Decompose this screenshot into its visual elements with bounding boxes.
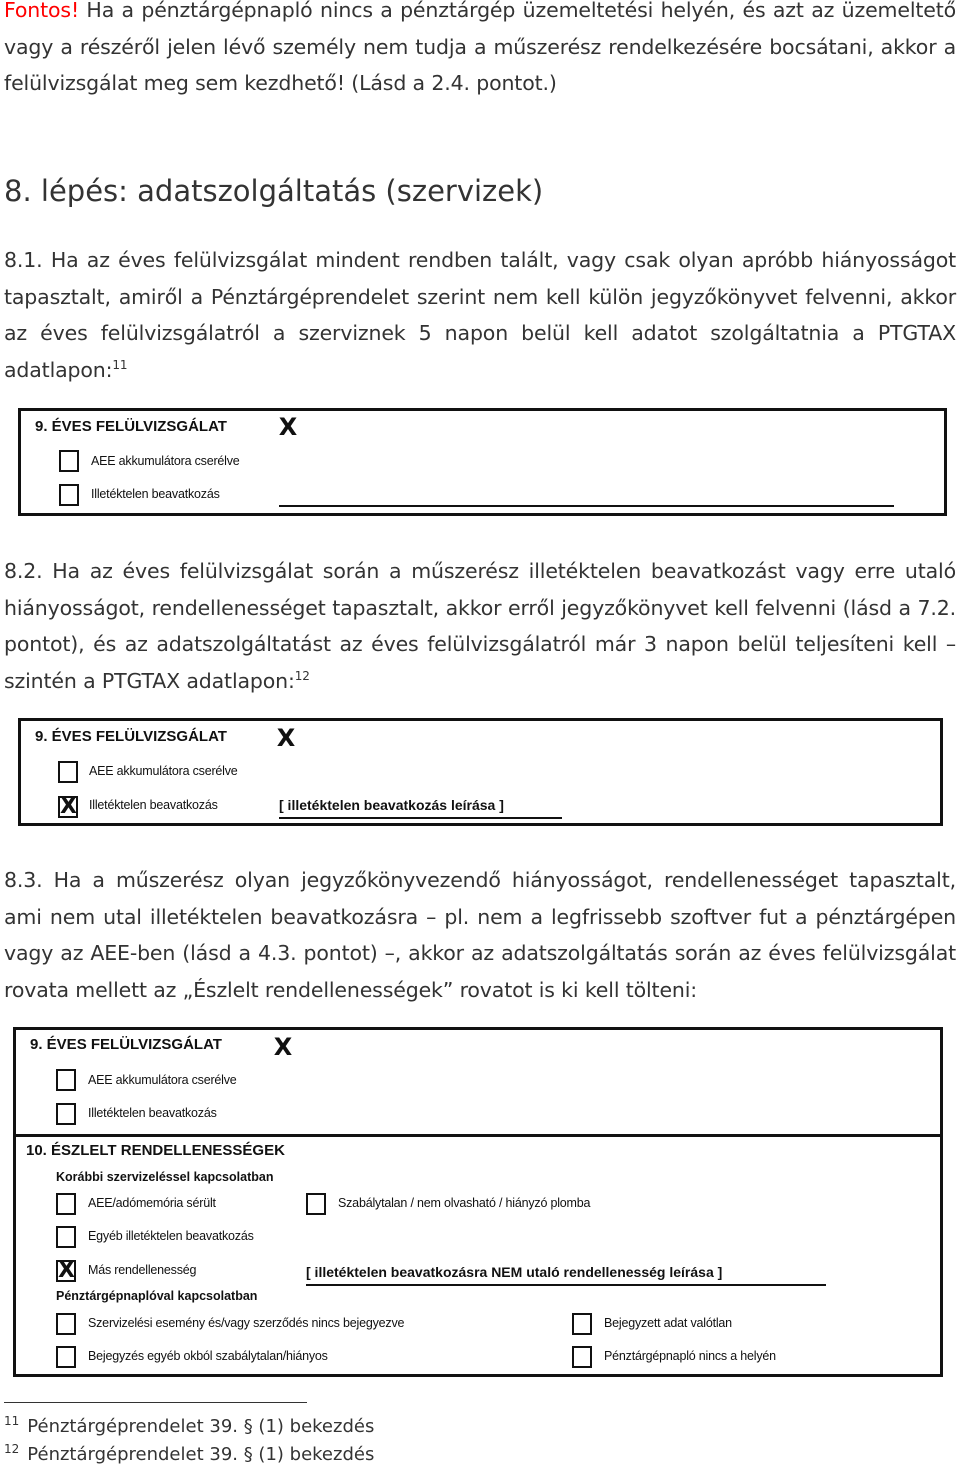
unauthorized-checkbox[interactable] — [59, 484, 79, 506]
entry-irregular-checkbox[interactable] — [56, 1346, 76, 1368]
aee-battery-label: AEE akkumulátora cserélve — [88, 1073, 237, 1087]
aee-battery-label: AEE akkumulátora cserélve — [91, 454, 240, 468]
description-line — [306, 1284, 826, 1286]
irregular-seal-label: Szabálytalan / nem olvasható / hiányzó plomba — [338, 1196, 591, 1210]
aee-battery-checkbox[interactable] — [59, 450, 79, 472]
check-mark: X — [60, 794, 77, 819]
unauthorized-label: Illetéktelen beavatkozás — [91, 487, 220, 501]
irregular-seal-checkbox[interactable] — [306, 1193, 326, 1215]
aee-battery-label: AEE akkumulátora cserélve — [89, 764, 238, 778]
title-checkbox[interactable] — [275, 724, 297, 752]
footnote-number: 11 — [4, 1414, 20, 1428]
other-irregularity-description: [ illetéktelen beavatkozásra NEM utaló rendellenesség leírása ] — [306, 1264, 723, 1280]
other-irregularity-label: Más rendellenesség — [88, 1263, 197, 1277]
unauthorized-description: [ illetéktelen beavatkozás leírása ] — [279, 797, 504, 813]
service-event-checkbox[interactable] — [56, 1313, 76, 1335]
check-mark: X — [58, 1258, 75, 1283]
unauthorized-label: Illetéktelen beavatkozás — [88, 1106, 217, 1120]
title-checkbox[interactable] — [272, 1033, 294, 1061]
section-divider — [16, 1134, 940, 1137]
paragraph-8-2 — [4, 553, 956, 699]
prev-service-subheading: Korábbi szervizeléssel kapcsolatban — [56, 1170, 274, 1184]
form-annual-review-irregularities — [13, 1027, 943, 1377]
warning-word: Fontos! — [4, 0, 80, 22]
paragraph-8-3 — [4, 862, 956, 1008]
footnote-ref-12: 12 — [294, 668, 310, 683]
footnote-text: Pénztárgéprendelet 39. § (1) bekezdés — [27, 1444, 375, 1465]
log-missing-checkbox[interactable] — [572, 1346, 592, 1368]
log-subheading: Pénztárgépnaplóval kapcsolatban — [56, 1289, 258, 1303]
section10-title: 10. ÉSZLELT RENDELLENESSÉGEK — [26, 1142, 285, 1159]
description-line — [279, 505, 894, 507]
other-unauthorized-checkbox[interactable] — [56, 1226, 76, 1248]
entry-irregular-label: Bejegyzés egyéb okból szabálytalan/hiányos — [88, 1349, 328, 1363]
intro-text: Ha a pénztárgépnapló nincs a pénztárgép üzemeltetési helyén, és azt az üzemeltető vagy a részéről jelen lévő személy nem tudja a műszerész rendelkezésére bocsátani, akkor a felülvizsgálat meg sem kezdhető! (Lásd a 2.4. pontot.) — [4, 0, 956, 95]
footnote-ref-11: 11 — [112, 357, 128, 372]
aee-memory-label: AEE/adómemória sérült — [88, 1196, 216, 1210]
footnote-separator — [4, 1402, 307, 1403]
footnote-text: Pénztárgéprendelet 39. § (1) bekezdés — [27, 1416, 375, 1437]
unauthorized-checkbox[interactable] — [58, 796, 78, 818]
other-unauthorized-label: Egyéb illetéktelen beavatkozás — [88, 1229, 254, 1243]
footnote-11 — [4, 1414, 374, 1440]
entry-not-real-label: Bejegyzett adat valótlan — [604, 1316, 732, 1330]
description-line — [279, 817, 562, 819]
service-event-label: Szervizelési esemény és/vagy szerződés nincs bejegyezve — [88, 1316, 405, 1330]
paragraph-8-1-text: 8.1. Ha az éves felülvizsgálat mindent rendben talált, vagy csak olyan apróbb hiányosságot tapasztalt, amiről a Pénztárgéprendelet szerint nem kell külön jegyzőkönyvet felvenni, akkor az éves felülvizsgálatról a szerviznek 5 napon belül kell adatot szolgáltatnia a PTGTAX adatlapon: — [4, 248, 956, 382]
form-section-title: 9. ÉVES FELÜLVIZSGÁLAT — [30, 1036, 222, 1053]
unauthorized-label: Illetéktelen beavatkozás — [89, 798, 218, 812]
paragraph-8-3-text: 8.3. Ha a műszerész olyan jegyzőkönyvezendő hiányosságot, rendellenességet tapasztalt, ami nem utal illetéktelen beavatkozásra – pl. nem a legfrissebb szoftver fut a pénztárgépen vagy az AEE-ben (lásd a 4.3. pontot) –, akkor az adatszolgáltatás során az éves felülvizsgálat rovata mellett az „Észlelt rendellenességek” rovatot is ki kell tölteni: — [4, 868, 956, 1002]
aee-battery-checkbox[interactable] — [58, 761, 78, 783]
title-checkbox[interactable] — [277, 413, 299, 441]
aee-battery-checkbox[interactable] — [56, 1069, 76, 1091]
footnote-12 — [4, 1442, 374, 1468]
check-mark: X — [273, 1033, 293, 1061]
intro-paragraph — [4, 0, 956, 102]
form-annual-review-unauthorized — [18, 718, 943, 826]
unauthorized-checkbox[interactable] — [56, 1103, 76, 1125]
form-section-title: 9. ÉVES FELÜLVIZSGÁLAT — [35, 418, 227, 435]
paragraph-8-1 — [4, 242, 956, 388]
other-irregularity-checkbox[interactable] — [56, 1260, 76, 1282]
section-heading: 8. lépés: adatszolgáltatás (szervizek) — [4, 174, 544, 208]
paragraph-8-2-text: 8.2. Ha az éves felülvizsgálat során a műszerész illetéktelen beavatkozást vagy erre utaló hiányosságot, rendellenességet tapasztalt, akkor erről jegyzőkönyvet kell felvenni (lásd a 7.2. pontot), és az adatszolgáltatást az éves felülvizsgálatról már 3 napon belül teljesíteni kell – szintén a PTGTAX adatlapon: — [4, 559, 956, 693]
check-mark: X — [278, 413, 298, 441]
footnote-number: 12 — [4, 1442, 20, 1456]
form-annual-review-ok — [18, 408, 947, 516]
log-missing-label: Pénztárgépnapló nincs a helyén — [604, 1349, 776, 1363]
entry-not-real-checkbox[interactable] — [572, 1313, 592, 1335]
aee-memory-checkbox[interactable] — [56, 1193, 76, 1215]
form-section-title: 9. ÉVES FELÜLVIZSGÁLAT — [35, 728, 227, 745]
check-mark: X — [276, 724, 296, 752]
